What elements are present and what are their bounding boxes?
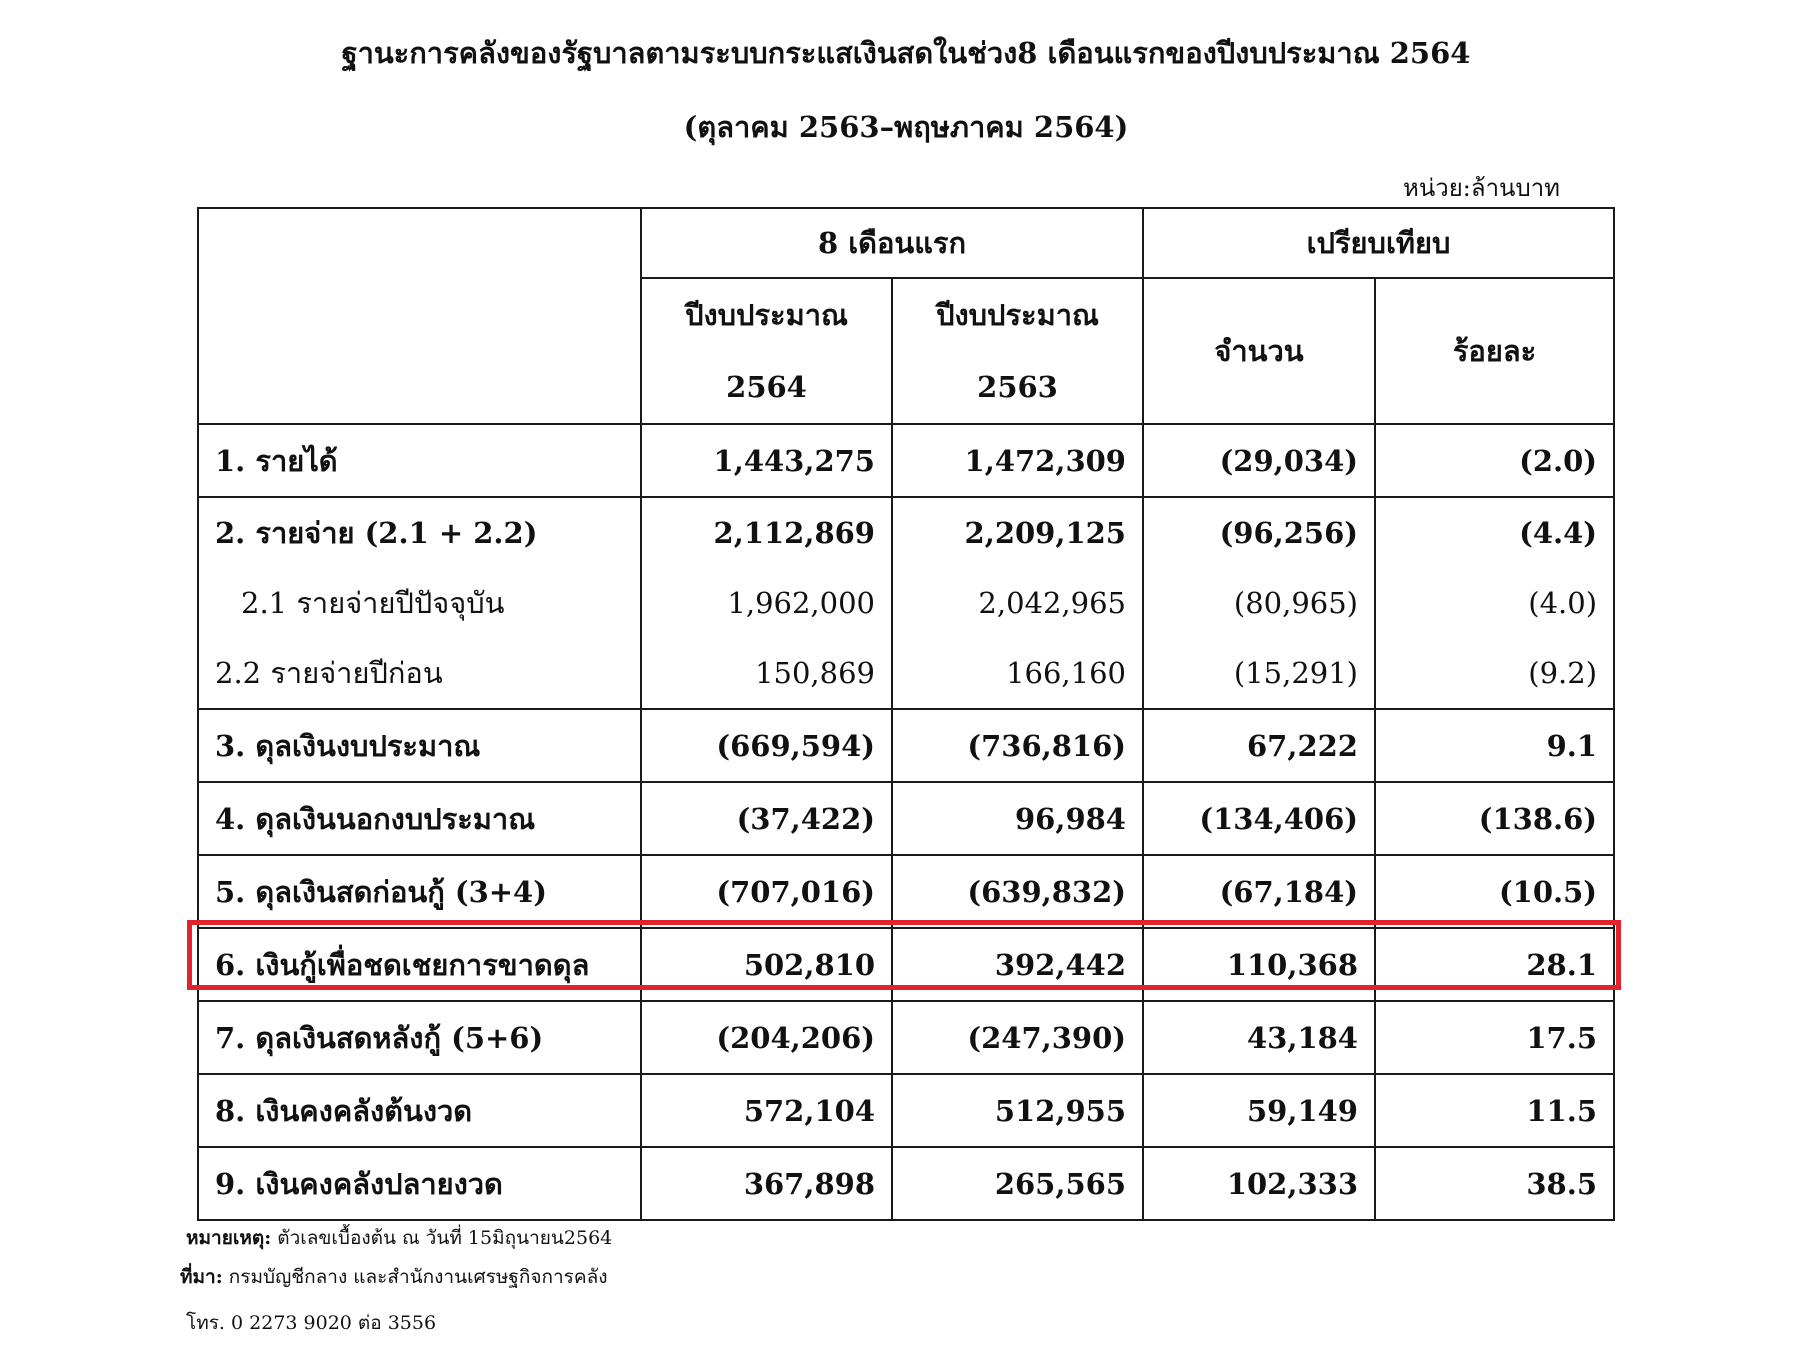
row-label-group xyxy=(198,497,641,709)
cell-amount: 59,149 xyxy=(1143,1074,1375,1147)
cell-percent: 9.1 xyxy=(1375,709,1614,782)
row-label: 2.1 รายจ่ายปีปัจจุบัน xyxy=(241,586,505,620)
report-period: (ตุลาคม 2563–พฤษภาคม 2564) xyxy=(683,110,1129,144)
table-row xyxy=(198,1001,1614,1074)
cell-fy2564: (707,016) xyxy=(641,855,892,928)
cell-fy2564: 2,112,869 xyxy=(713,516,875,550)
cell-fy2563: 2,042,965 xyxy=(978,586,1126,620)
footnote-note xyxy=(186,1223,612,1253)
cell-amount-group xyxy=(1143,497,1375,709)
cell-fy2563-group xyxy=(892,497,1143,709)
cell-percent-group xyxy=(1375,497,1614,709)
cell-percent: (4.0) xyxy=(1528,586,1598,620)
fiscal-position-table xyxy=(197,207,1615,1221)
cell-percent: (9.2) xyxy=(1528,656,1598,690)
cell-percent: (4.4) xyxy=(1519,516,1598,550)
row-label: 7. ดุลเงินสดหลังกู้ (5+6) xyxy=(198,1001,641,1074)
footnote-phone: โทร. 0 2273 9020 ต่อ 3556 xyxy=(186,1312,437,1334)
cell-amount: 110,368 xyxy=(1143,928,1375,1001)
footnote-source xyxy=(180,1262,607,1292)
cell-fy2563: 1,472,309 xyxy=(892,424,1143,497)
cell-fy2564: (37,422) xyxy=(641,782,892,855)
header-fy2563-line1: ปีงบประมาณ xyxy=(936,298,1099,332)
cell-amount: 102,333 xyxy=(1143,1147,1375,1220)
cell-percent: (2.0) xyxy=(1375,424,1614,497)
table-row xyxy=(198,782,1614,855)
cell-fy2563: (247,390) xyxy=(892,1001,1143,1074)
footnote-source-text: กรมบัญชีกลาง และสำนักงานเศรษฐกิจการคลัง xyxy=(222,1266,608,1288)
cell-fy2564: 572,104 xyxy=(641,1074,892,1147)
cell-fy2563: (639,832) xyxy=(892,855,1143,928)
header-fy2563-line2: 2563 xyxy=(977,370,1058,404)
cell-amount: (134,406) xyxy=(1143,782,1375,855)
cell-fy2563: 96,984 xyxy=(892,782,1143,855)
cell-amount: (29,034) xyxy=(1143,424,1375,497)
cell-percent: 28.1 xyxy=(1375,928,1614,1001)
cell-fy2564: (204,206) xyxy=(641,1001,892,1074)
table-row xyxy=(198,1074,1614,1147)
row-label: 6. เงินกู้เพื่อชดเชยการขาดดุล xyxy=(198,928,641,1001)
cell-fy2563: 166,160 xyxy=(1006,656,1126,690)
cell-fy2563: 512,955 xyxy=(892,1074,1143,1147)
header-amount: จำนวน xyxy=(1143,278,1375,424)
header-fy2564-line2: 2564 xyxy=(726,370,807,404)
header-percent: ร้อยละ xyxy=(1375,278,1614,424)
header-group-comparison: เปรียบเทียบ xyxy=(1143,208,1614,278)
cell-fy2563: 2,209,125 xyxy=(964,516,1126,550)
cell-fy2564: 1,962,000 xyxy=(727,586,875,620)
cell-percent: 11.5 xyxy=(1375,1074,1614,1147)
row-label: 5. ดุลเงินสดก่อนกู้ (3+4) xyxy=(198,855,641,928)
footnote-note-text: ตัวเลขเบื้องต้น ณ วันที่ 15มิถุนายน2564 xyxy=(271,1227,613,1249)
table-row xyxy=(198,424,1614,497)
cell-percent: (10.5) xyxy=(1375,855,1614,928)
header-fy2563 xyxy=(892,278,1143,424)
row-label: 1. รายได้ xyxy=(198,424,641,497)
cell-amount: 67,222 xyxy=(1143,709,1375,782)
cell-fy2564: 502,810 xyxy=(641,928,892,1001)
row-label: 2. รายจ่าย (2.1 + 2.2) xyxy=(215,516,538,550)
footnote-source-label: ที่มา: xyxy=(180,1266,223,1288)
cell-fy2564: 150,869 xyxy=(755,656,875,690)
table-row xyxy=(198,1147,1614,1220)
cell-fy2563: (736,816) xyxy=(892,709,1143,782)
footnote-note-label: หมายเหตุ: xyxy=(186,1227,272,1249)
table-row xyxy=(198,709,1614,782)
cell-amount: (15,291) xyxy=(1233,656,1358,690)
highlight-box-row-6 xyxy=(187,920,1621,990)
row-label: 3. ดุลเงินงบประมาณ xyxy=(198,709,641,782)
header-group-8-months: 8 เดือนแรก xyxy=(641,208,1143,278)
cell-amount: (67,184) xyxy=(1143,855,1375,928)
cell-fy2564-group xyxy=(641,497,892,709)
header-fy2564 xyxy=(641,278,892,424)
header-fy2564-line1: ปีงบประมาณ xyxy=(685,298,848,332)
cell-amount: (96,256) xyxy=(1219,516,1358,550)
cell-fy2564: 1,443,275 xyxy=(641,424,892,497)
header-blank-cell xyxy=(198,208,641,424)
table-row xyxy=(198,855,1614,928)
cell-percent: (138.6) xyxy=(1375,782,1614,855)
cell-percent: 38.5 xyxy=(1375,1147,1614,1220)
cell-fy2564: 367,898 xyxy=(641,1147,892,1220)
cell-fy2563: 265,565 xyxy=(892,1147,1143,1220)
row-label: 8. เงินคงคลังต้นงวด xyxy=(198,1074,641,1147)
unit-label: หน่วย:ล้านบาท xyxy=(1403,174,1560,202)
report-title: ฐานะการคลังของรัฐบาลตามระบบกระแสเงินสดในช่วง8 เดือนแรกของปีงบประมาณ 2564 xyxy=(341,36,1471,70)
row-label: 2.2 รายจ่ายปีก่อน xyxy=(215,656,443,690)
row-label: 9. เงินคงคลังปลายงวด xyxy=(198,1147,641,1220)
cell-fy2564: (669,594) xyxy=(641,709,892,782)
row-label: 4. ดุลเงินนอกงบประมาณ xyxy=(198,782,641,855)
cell-fy2563: 392,442 xyxy=(892,928,1143,1001)
cell-amount: 43,184 xyxy=(1143,1001,1375,1074)
cell-percent: 17.5 xyxy=(1375,1001,1614,1074)
cell-amount: (80,965) xyxy=(1233,586,1358,620)
table-row-group-expenditure xyxy=(198,497,1614,709)
